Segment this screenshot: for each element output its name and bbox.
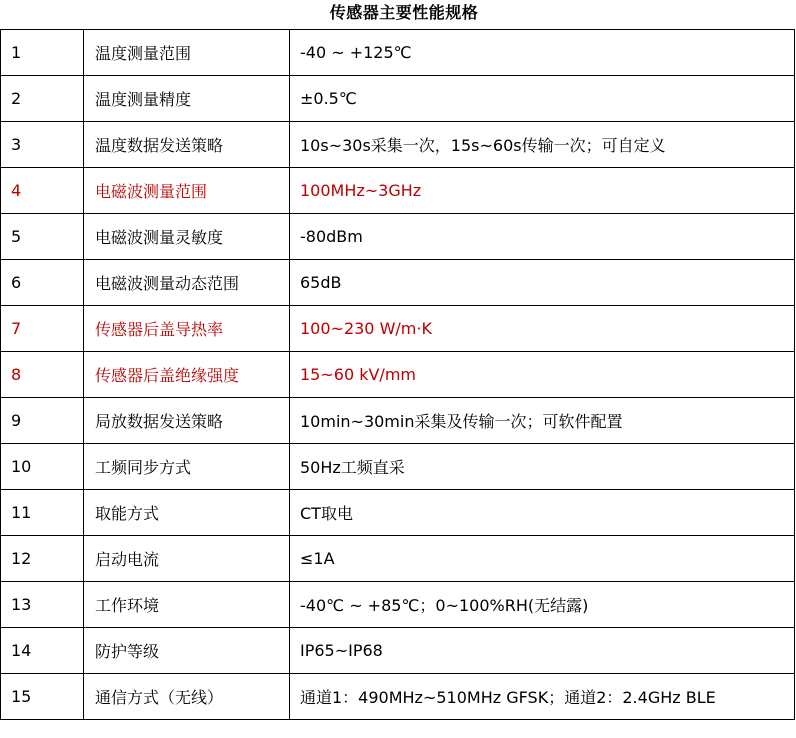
row-number-cell: 8: [1, 352, 84, 398]
parameter-value-cell: 100~230 W/m·K: [290, 306, 795, 352]
parameter-value-cell: 10s~30s采集一次，15s~60s传输一次；可自定义: [290, 122, 795, 168]
row-number-cell: 7: [1, 306, 84, 352]
parameter-value-cell: 通道1：490MHz~510MHz GFSK；通道2：2.4GHz BLE: [290, 674, 795, 720]
parameter-name-cell: 传感器后盖绝缘强度: [84, 352, 290, 398]
table-row: [1, 628, 795, 674]
parameter-name-cell: 温度测量精度: [84, 76, 290, 122]
table-row: [1, 444, 795, 490]
table-row: [1, 306, 795, 352]
row-number-cell: 15: [1, 674, 84, 720]
parameter-name-cell: 防护等级: [84, 628, 290, 674]
parameter-value-cell: ±0.5℃: [290, 76, 795, 122]
table-row: [1, 398, 795, 444]
parameter-value-cell: 15~60 kV/mm: [290, 352, 795, 398]
row-number-cell: 1: [1, 30, 84, 76]
parameter-name-cell: 温度测量范围: [84, 30, 290, 76]
row-number-cell: 14: [1, 628, 84, 674]
row-number-cell: 13: [1, 582, 84, 628]
table-row: [1, 214, 795, 260]
row-number-cell: 9: [1, 398, 84, 444]
parameter-value-cell: -40℃ ~ +85℃；0~100%RH(无结露): [290, 582, 795, 628]
row-number-cell: 12: [1, 536, 84, 582]
parameter-value-cell: CT取电: [290, 490, 795, 536]
parameter-value-cell: ≤1A: [290, 536, 795, 582]
parameter-name-cell: 温度数据发送策略: [84, 122, 290, 168]
parameter-value-cell: IP65~IP68: [290, 628, 795, 674]
parameter-name-cell: 局放数据发送策略: [84, 398, 290, 444]
row-number-cell: 5: [1, 214, 84, 260]
parameter-value-cell: 50Hz工频直采: [290, 444, 795, 490]
parameter-value-cell: 10min~30min采集及传输一次；可软件配置: [290, 398, 795, 444]
table-row: [1, 260, 795, 306]
table-row: [1, 536, 795, 582]
table-row: [1, 30, 795, 76]
row-number-cell: 11: [1, 490, 84, 536]
parameter-name-cell: 电磁波测量范围: [84, 168, 290, 214]
parameter-name-cell: 传感器后盖导热率: [84, 306, 290, 352]
parameter-value-cell: 65dB: [290, 260, 795, 306]
parameter-name-cell: 工作环境: [84, 582, 290, 628]
spec-table: [0, 29, 795, 720]
table-row: [1, 352, 795, 398]
table-row: [1, 76, 795, 122]
row-number-cell: 10: [1, 444, 84, 490]
parameter-name-cell: 电磁波测量动态范围: [84, 260, 290, 306]
row-number-cell: 4: [1, 168, 84, 214]
table-row: [1, 490, 795, 536]
parameter-value-cell: 100MHz~3GHz: [290, 168, 795, 214]
parameter-name-cell: 工频同步方式: [84, 444, 290, 490]
spec-table-body: [1, 30, 795, 720]
table-row: [1, 122, 795, 168]
table-row: [1, 582, 795, 628]
row-number-cell: 6: [1, 260, 84, 306]
table-row: [1, 674, 795, 720]
table-title: 传感器主要性能规格: [329, 3, 479, 22]
table-row: [1, 168, 795, 214]
parameter-name-cell: 取能方式: [84, 490, 290, 536]
row-number-cell: 3: [1, 122, 84, 168]
parameter-name-cell: 通信方式（无线）: [84, 674, 290, 720]
parameter-name-cell: 电磁波测量灵敏度: [84, 214, 290, 260]
parameter-name-cell: 启动电流: [84, 536, 290, 582]
row-number-cell: 2: [1, 76, 84, 122]
parameter-value-cell: -40 ~ +125℃: [290, 30, 795, 76]
parameter-value-cell: -80dBm: [290, 214, 795, 260]
